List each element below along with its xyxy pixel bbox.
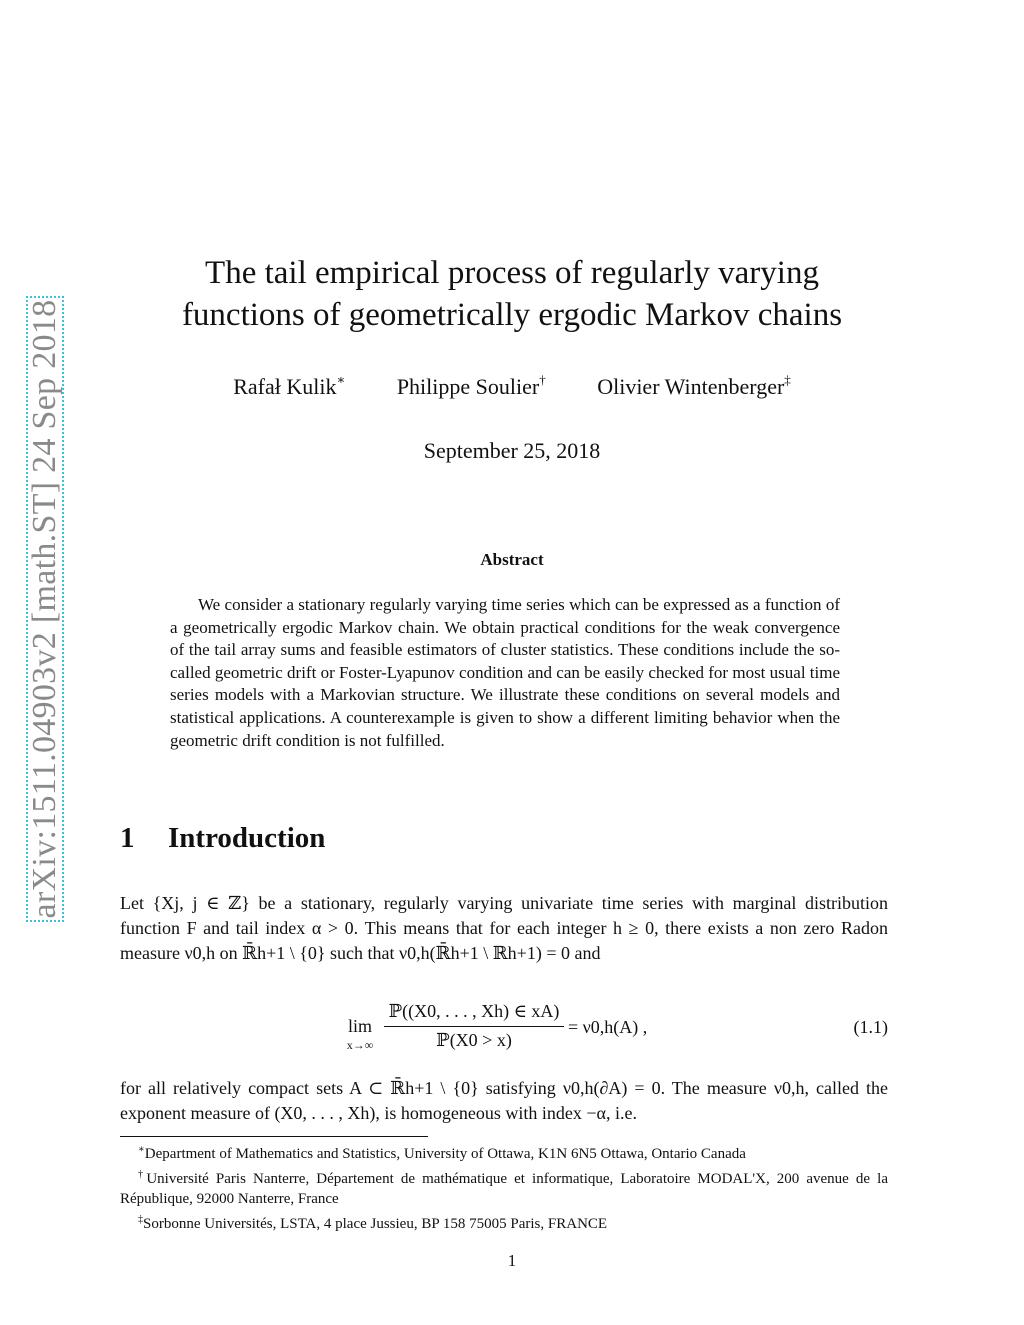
paper-title — [0, 252, 1024, 336]
equation-limit — [340, 1016, 380, 1051]
footnote-2-text: Université Paris Nanterre, Département de mathématique et informatique, Laboratoire MODAL'X, 200 avenue de la République, 92000 Nanterre, France — [120, 1170, 888, 1208]
author-1-name: Rafał Kulik — [233, 374, 337, 400]
abstract-heading: Abstract — [480, 550, 544, 569]
paper-title-line-1: The tail empirical process of regularly varying — [205, 255, 819, 291]
publication-date: September 25, 2018 — [423, 438, 601, 463]
footnotes — [120, 1140, 888, 1234]
section-number: 1 — [120, 822, 135, 854]
author-3-mark: ‡ — [784, 372, 791, 387]
equation-body — [340, 998, 740, 1058]
equation-numerator: ℙ((X0, . . . , Xh) ∈ xA) — [384, 1001, 564, 1027]
equation-denominator: ℙ(X0 > x) — [436, 1030, 512, 1050]
footnote-3-text: Sorbonne Universités, LSTA, 4 place Jussieu, BP 158 75005 Paris, FRANCE — [143, 1215, 608, 1232]
paper-title-line-2: functions of geometrically ergodic Markov chains — [181, 297, 843, 333]
section-title: Introduction — [168, 822, 326, 854]
footnote-1-mark: ∗ — [138, 1144, 145, 1155]
equation-number: (1.1) — [853, 1017, 888, 1037]
footnote-3 — [120, 1210, 888, 1235]
author-2-mark: † — [539, 372, 546, 387]
intro-paragraph-2: for all relatively compact sets A ⊂ ℝ̄h+1 \ {0} satisfying ν0,h(∂A) = 0. The measure ν0,h, called the exponent measure of (X0, . . . , Xh), is homogeneous with index −α, i.e. — [120, 1078, 888, 1123]
intro-paragraph-1: Let {Xj, j ∈ ℤ} be a stationary, regularly varying univariate time series with marginal distribution function F and tail index α > 0. This means that for each integer h ≥ 0, there exists a non zero Radon measure ν0,h on ℝ̄h+1 \ {0} such that ν0,h(ℝ̄h+1 \ ℝh+1) = 0 and — [120, 893, 888, 963]
equation-rhs: = ν0,h(A) , — [568, 1017, 648, 1037]
author-1 — [233, 374, 345, 399]
equation-lim-word: lim — [347, 1016, 372, 1036]
footnote-3-mark: ‡ — [138, 1213, 143, 1225]
author-1-mark: ∗ — [336, 372, 346, 387]
page-number: 1 — [507, 1251, 517, 1270]
section-heading — [120, 822, 325, 855]
author-3-name: Olivier Wintenberger — [597, 374, 785, 400]
equation-lim-subscript: x→∞ — [346, 1038, 374, 1052]
footnote-2 — [120, 1165, 888, 1210]
equation-fraction — [384, 1001, 564, 1051]
author-2 — [397, 374, 546, 399]
arxiv-identifier: arXiv:1511.04903v2 [math.ST] 24 Sep 2018 — [26, 299, 63, 919]
abstract-text: We consider a stationary regularly varying time series which can be expressed as a function of a geometrically ergodic Markov chain. We obtain practical conditions for the weak convergence of the tail array sums and feasible estimators of cluster statistics. These conditions include the so-called geometric drift or Foster-Lyapunov condition and can be easily checked for most usual time series models with a Markovian structure. We illustrate these conditions on several models and statistical applications. A counterexample is given to show a different limiting behavior when the geometric drift condition is not fulfilled. — [170, 595, 841, 750]
author-3 — [597, 374, 791, 399]
footnote-divider — [120, 1136, 428, 1137]
equation-1-1 — [120, 998, 888, 1058]
author-2-name: Philippe Soulier — [396, 374, 540, 400]
author-list — [0, 374, 1024, 400]
footnote-1 — [120, 1140, 888, 1165]
footnote-1-text: Department of Mathematics and Statistics, University of Ottawa, K1N 6N5 Ottawa, Ontario Canada — [144, 1146, 746, 1162]
footnote-2-mark: † — [138, 1168, 147, 1180]
